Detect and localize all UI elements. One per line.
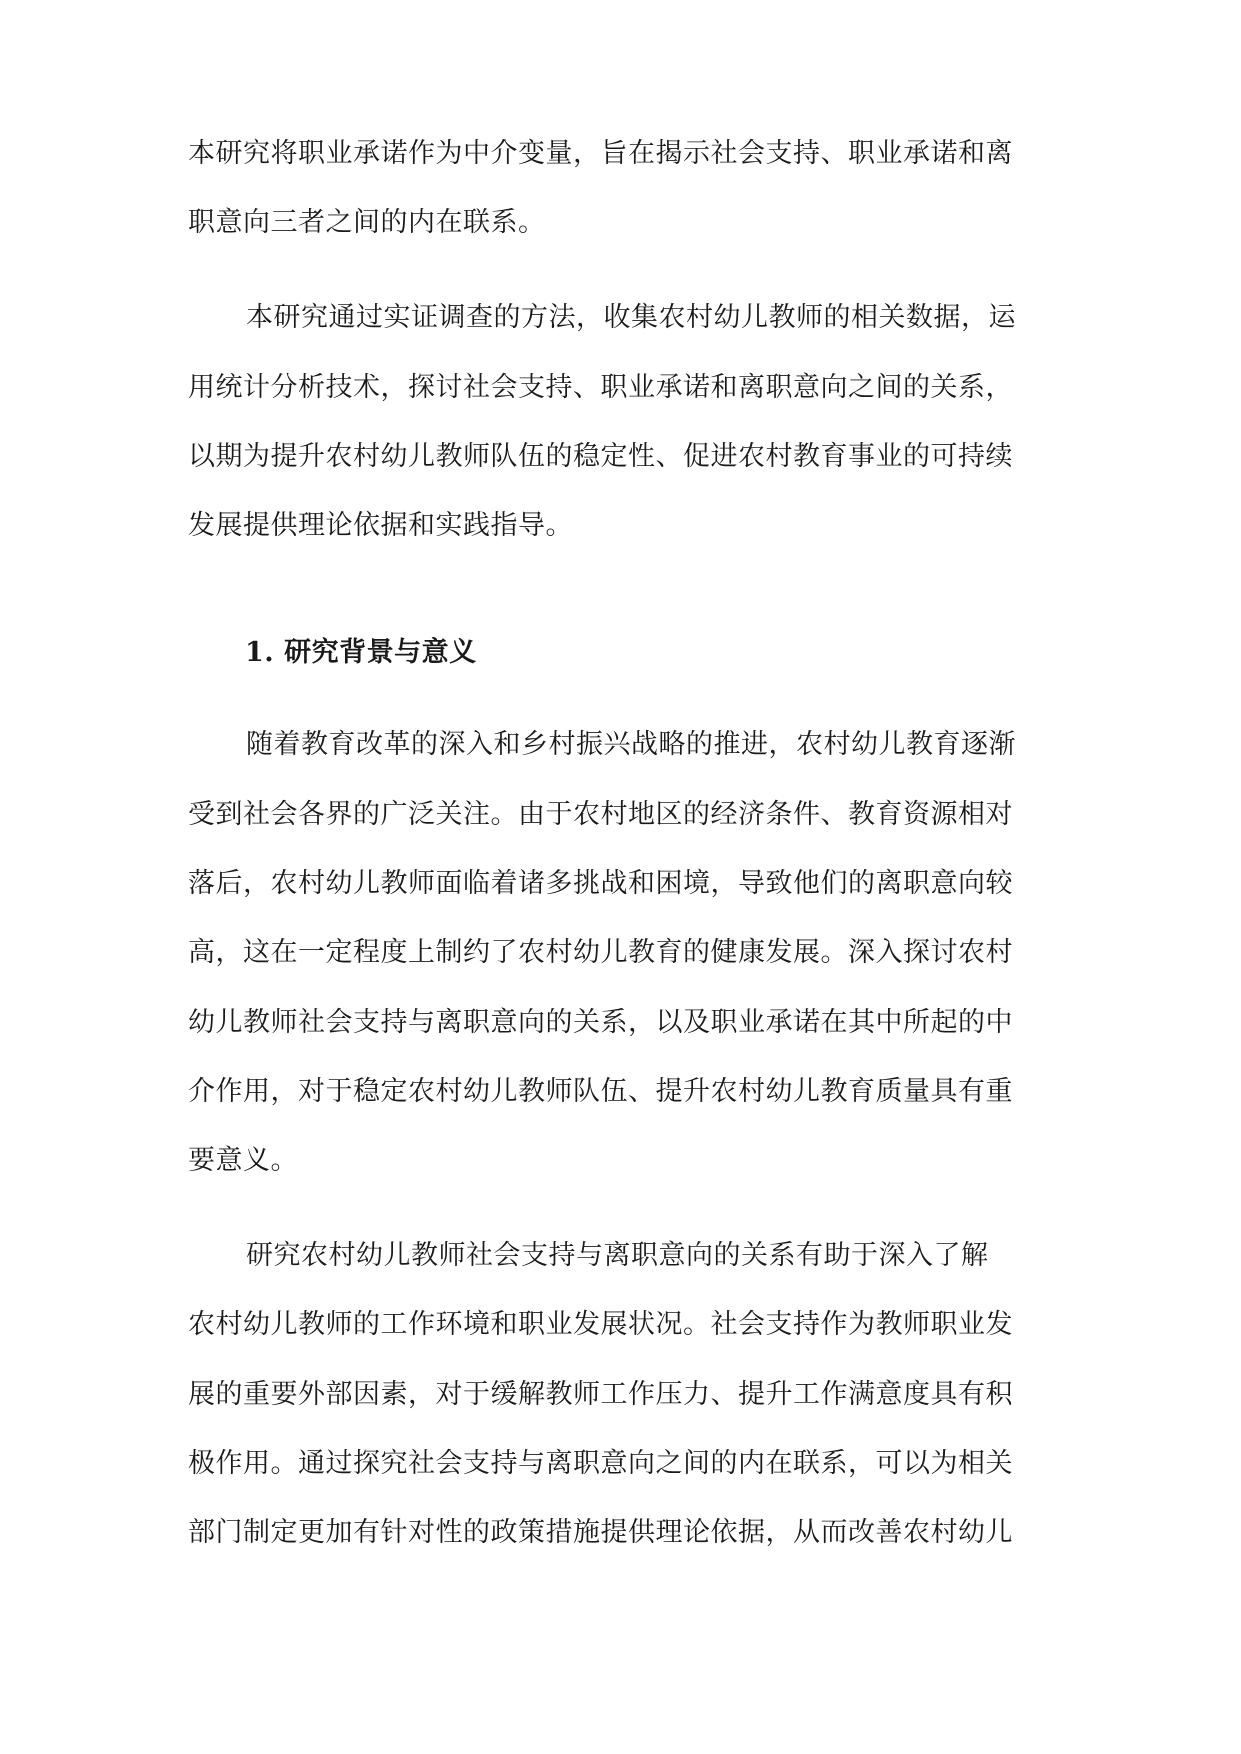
paragraph-line: 落后，农村幼儿教师面临着诸多挑战和困境，导致他们的离职意向较 <box>188 868 1013 899</box>
paragraph-line: 随着教育改革的深入和乡村振兴战略的推进，农村幼儿教育逐渐 <box>246 729 1016 760</box>
paragraph-line: 受到社会各界的广泛关注。由于农村地区的经济条件、教育资源相对 <box>188 799 1013 830</box>
section-heading: 1. 研究背景与意义 <box>245 637 477 668</box>
paragraph-line: 职意向三者之间的内在联系。 <box>188 207 546 238</box>
paragraph-line: 本研究将职业承诺作为中介变量，旨在揭示社会支持、职业承诺和离 <box>188 138 1013 169</box>
paragraph-line: 高，这在一定程度上制约了农村幼儿教育的健康发展。深入探讨农村 <box>188 937 1013 968</box>
paragraph-line: 部门制定更加有针对性的政策措施提供理论依据，从而改善农村幼儿 <box>188 1517 1013 1548</box>
paragraph-line: 用统计分析技术，探讨社会支持、职业承诺和离职意向之间的关系， <box>188 372 1013 403</box>
paragraph-line: 研究农村幼儿教师社会支持与离职意向的关系有助于深入了解 <box>246 1240 989 1271</box>
paragraph-line: 发展提供理论依据和实践指导。 <box>188 510 573 541</box>
paragraph-line: 以期为提升农村幼儿教师队伍的稳定性、促进农村教育事业的可持续 <box>188 441 1013 472</box>
paragraph-line: 介作用，对于稳定农村幼儿教师队伍、提升农村幼儿教育质量具有重 <box>188 1076 1013 1107</box>
paragraph-line: 本研究通过实证调查的方法，收集农村幼儿教师的相关数据，运 <box>246 302 1016 333</box>
paragraph-line: 农村幼儿教师的工作环境和职业发展状况。社会支持作为教师职业发 <box>188 1309 1013 1340</box>
paragraph-line: 极作用。通过探究社会支持与离职意向之间的内在联系，可以为相关 <box>188 1448 1013 1479</box>
paragraph-line: 展的重要外部因素，对于缓解教师工作压力、提升工作满意度具有积 <box>188 1379 1013 1410</box>
paragraph-line: 幼儿教师社会支持与离职意向的关系，以及职业承诺在其中所起的中 <box>188 1007 1013 1038</box>
paragraph-line: 要意义。 <box>188 1145 298 1176</box>
